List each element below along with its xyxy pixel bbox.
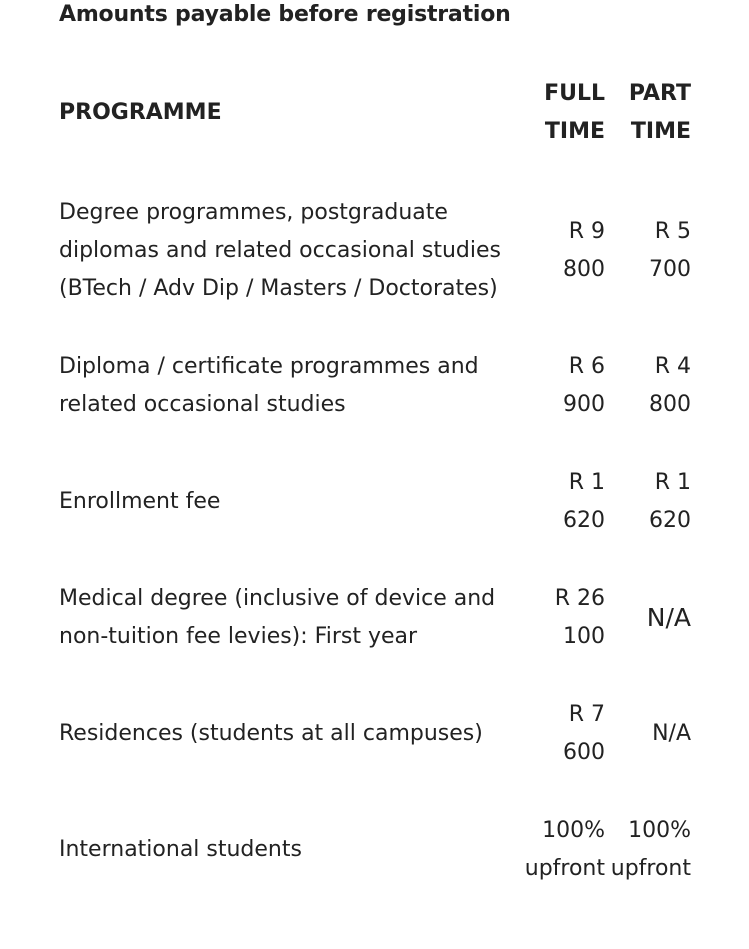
table-row bbox=[59, 580, 691, 696]
programme-cell: Medical degree (inclusive of device and non-tuition fee levies): First year bbox=[59, 586, 496, 649]
fees-table bbox=[59, 74, 691, 888]
table-row bbox=[59, 464, 691, 580]
header-programme: PROGRAMME bbox=[59, 100, 222, 125]
table-row bbox=[59, 348, 691, 464]
full-time-cell: R 1 620 bbox=[563, 470, 605, 533]
full-time-cell: R 26 100 bbox=[554, 586, 605, 649]
programme-cell: Residences (students at all campuses) bbox=[59, 721, 483, 746]
full-time-cell: R 7 600 bbox=[563, 702, 605, 765]
full-time-cell: R 6 900 bbox=[563, 354, 605, 417]
full-time-cell: R 9 800 bbox=[563, 219, 605, 282]
part-time-cell: R 5 700 bbox=[649, 219, 691, 282]
table-row bbox=[59, 696, 691, 812]
page-title: Amounts payable before registration bbox=[59, 2, 511, 27]
part-time-cell: N/A bbox=[646, 603, 691, 632]
header-part-time: PART TIME bbox=[628, 81, 691, 144]
programme-cell: International students bbox=[59, 837, 302, 862]
programme-cell: Diploma / certificate programmes and related occasional studies bbox=[59, 354, 479, 417]
programme-cell: Degree programmes, postgraduate diplomas and related occasional studies (BTech / Adv Dip / Masters / Doctorates) bbox=[59, 200, 501, 301]
part-time-cell: R 1 620 bbox=[649, 470, 691, 533]
part-time-cell: 100% upfront bbox=[610, 818, 691, 881]
programme-cell: Enrollment fee bbox=[59, 489, 221, 514]
table-row bbox=[59, 194, 691, 348]
header-full-time: FULL TIME bbox=[544, 81, 605, 144]
part-time-cell: R 4 800 bbox=[649, 354, 691, 417]
full-time-cell: 100% upfront bbox=[524, 818, 605, 881]
table-header-row bbox=[59, 74, 691, 194]
part-time-cell: N/A bbox=[652, 721, 691, 746]
table-row bbox=[59, 812, 691, 888]
